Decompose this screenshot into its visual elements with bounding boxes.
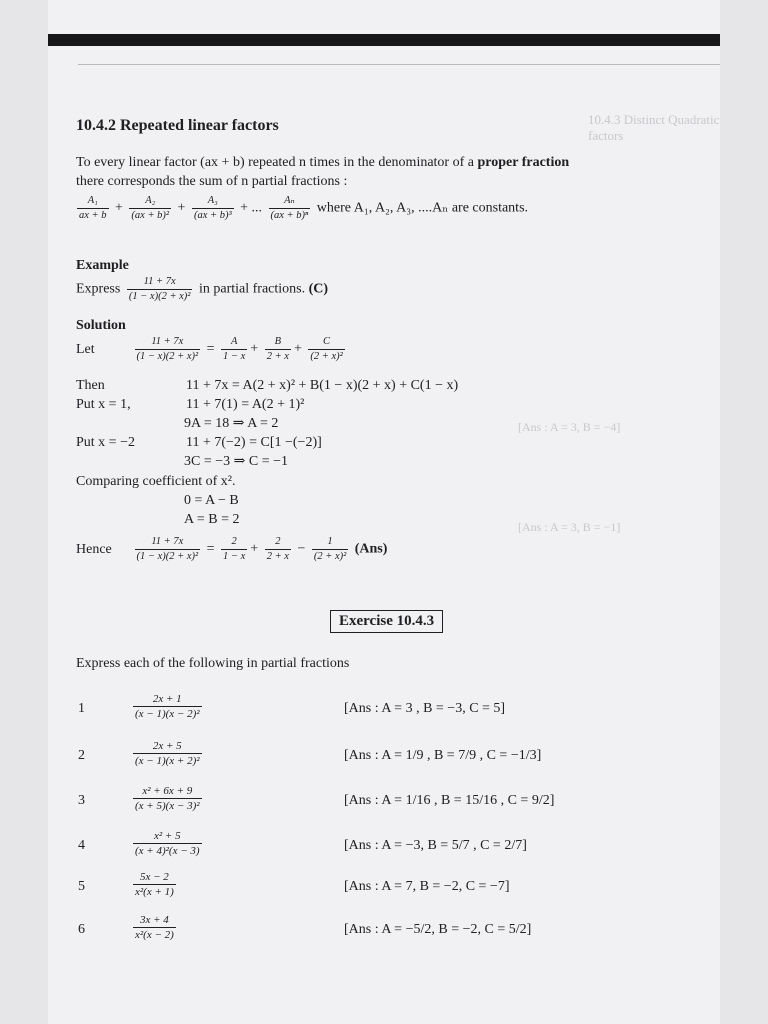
section-title: 10.4.2 Repeated linear factors xyxy=(76,117,279,134)
put-x2-equation: 11 + 7(−2) = C[1 −(−2)] xyxy=(186,435,322,450)
hence-b: $\frac{2}{2 + x}$ xyxy=(266,536,289,562)
hence-c: $\frac{1}{\text{(2 + x)²}}$ xyxy=(313,536,347,562)
exercise-item-fraction: $\frac{5x - 2}{\text{x²(x + 1)}}$ xyxy=(135,871,174,898)
compare-eq-2: A = B = 2 xyxy=(184,512,240,527)
let-word: Let xyxy=(76,341,95,357)
ans-tag: (Ans) xyxy=(354,541,388,557)
example-tag: (C) xyxy=(308,281,329,297)
let-line: Let $\frac{11 + 7x}{\text{(1 − x)(2 + x)²}}$ = $\frac{A}{1 - x}$ + $\frac{B}{2 + x}$ + $\frac{C}{\text{(2 + x)²}}$ xyxy=(76,336,343,362)
intro-line-1 xyxy=(76,154,569,171)
term-1: $\frac{\text{A₁}}{ax + b}$ xyxy=(79,195,107,221)
exercise-item-answer: [Ans : A = 1/9 , B = 7/9 , C = −1/3] xyxy=(344,748,542,763)
put-x1-equation: 11 + 7(1) = A(2 + 1)² xyxy=(186,397,305,412)
exercise-title: Exercise 10.4.3 xyxy=(330,610,443,633)
plus-sign: + xyxy=(177,200,186,216)
example-heading: Example xyxy=(76,258,129,273)
term-n: $\frac{\text{Aₙ}}{\text{(ax + b)ⁿ}}$ xyxy=(270,195,309,221)
exercise-item-number: 2 xyxy=(78,748,85,763)
term-2: $\frac{\text{A₂}}{\text{(ax + b)²}}$ xyxy=(131,195,170,221)
equals-sign: = xyxy=(206,541,215,557)
intro-text: To every linear factor (ax + b) repeated n times in the denominator of a xyxy=(76,155,478,170)
frac-c: $\frac{C}{\text{(2 + x)²}}$ xyxy=(310,336,343,362)
example-fraction: $\frac{11 + 7x}{\text{(1 − x)(2 + x)²}}$ xyxy=(128,276,191,302)
then-label: Then xyxy=(76,378,105,393)
plus-sign: + xyxy=(115,200,123,216)
proper-fraction-term: proper fraction xyxy=(477,155,570,170)
constants-note: where A₁, A₂, A₃, ....Aₙ are constants. xyxy=(316,200,529,216)
put-x1-label: Put x = 1, xyxy=(76,397,131,412)
exercise-item-fraction: $\frac{\text{x² + 5}}{\text{(x + 4)²(x − 3)}}$ xyxy=(135,830,200,857)
exercise-item-answer: [Ans : A = 7, B = −2, C = −7] xyxy=(344,879,510,894)
exercise-item-answer: [Ans : A = −5/2, B = −2, C = 5/2] xyxy=(344,922,532,937)
exercise-item-fraction: $\frac{3x + 4}{\text{x²(x − 2)}}$ xyxy=(135,914,174,941)
lhs-fraction: $\frac{11 + 7x}{\text{(1 − x)(2 + x)²}}$ xyxy=(136,336,199,362)
hence-a: $\frac{2}{1 - x}$ xyxy=(223,536,246,562)
put-x2-result: 3C = −3 ⇒ C = −1 xyxy=(184,454,288,469)
header-rule xyxy=(78,64,720,65)
express-word: Express xyxy=(76,281,121,297)
intro-line-2: there corresponds the sum of n partial fractions : xyxy=(76,174,348,189)
example-statement xyxy=(76,276,328,303)
textbook-page xyxy=(48,0,720,1024)
exercise-item-fraction: $\frac{2x + 1}{\text{(x − 1)(x − 2)²}}$ xyxy=(135,693,200,720)
example-tail: in partial fractions. xyxy=(198,281,306,297)
ellipsis: + ... xyxy=(240,200,262,216)
exercise-item-answer: [Ans : A = 3 , B = −3, C = 5] xyxy=(344,701,506,716)
exercise-item-number: 6 xyxy=(78,922,85,937)
frac-b: $\frac{B}{2 + x}$ xyxy=(266,336,289,362)
general-form xyxy=(74,195,528,222)
compare-eq-1: 0 = A − B xyxy=(184,493,239,508)
exercise-instruction: Express each of the following in partial fractions xyxy=(76,656,350,671)
bleed-through-text: [Ans : A = 3, B = −1] xyxy=(518,520,621,534)
hence-line: Hence $\frac{11 + 7x}{\text{(1 − x)(2 + x)²}}$ = $\frac{2}{1 - x}$ + $\frac{2}{2 + x}$ − $\frac{1}{\text{(2 + x)²}}$ (Ans) xyxy=(76,536,388,562)
exercise-item-number: 4 xyxy=(78,838,85,853)
compare-line: Comparing coefficient of x². xyxy=(76,474,236,489)
put-x1-result: 9A = 18 ⇒ A = 2 xyxy=(184,416,279,431)
bleed-through-text: [Ans : A = 3, B = −4] xyxy=(518,420,621,434)
page-top-bar xyxy=(48,34,720,46)
solution-heading: Solution xyxy=(76,318,126,333)
exercise-item-number: 3 xyxy=(78,793,85,808)
exercise-item-answer: [Ans : A = −3, B = 5/7 , C = 2/7] xyxy=(344,838,527,853)
frac-a: $\frac{A}{1 - x}$ xyxy=(223,336,246,362)
equals-sign: = xyxy=(206,341,215,357)
exercise-item-number: 5 xyxy=(78,879,85,894)
exercise-item-fraction: $\frac{2x + 5}{\text{(x − 1)(x + 2)²}}$ xyxy=(135,740,200,767)
hence-lhs: $\frac{11 + 7x}{\text{(1 − x)(2 + x)²}}$ xyxy=(136,536,199,562)
exercise-item-answer: [Ans : A = 1/16 , B = 15/16 , C = 9/2] xyxy=(344,793,555,808)
put-x2-label: Put x = −2 xyxy=(76,435,135,450)
term-3: $\frac{\text{A₃}}{\text{(ax + b)³}}$ xyxy=(193,195,232,221)
exercise-item-fraction: $\frac{\text{x² + 6x + 9}}{\text{(x + 5)(x − 3)²}}$ xyxy=(135,785,200,812)
exercise-item-number: 1 xyxy=(78,701,85,716)
hence-word: Hence xyxy=(76,541,112,557)
then-equation: 11 + 7x = A(2 + x)² + B(1 − x)(2 + x) + C(1 − x) xyxy=(186,378,459,393)
bleed-through-text: 10.4.3 Distinct Quadratic factors xyxy=(588,112,720,143)
minus-sign: − xyxy=(297,541,306,557)
